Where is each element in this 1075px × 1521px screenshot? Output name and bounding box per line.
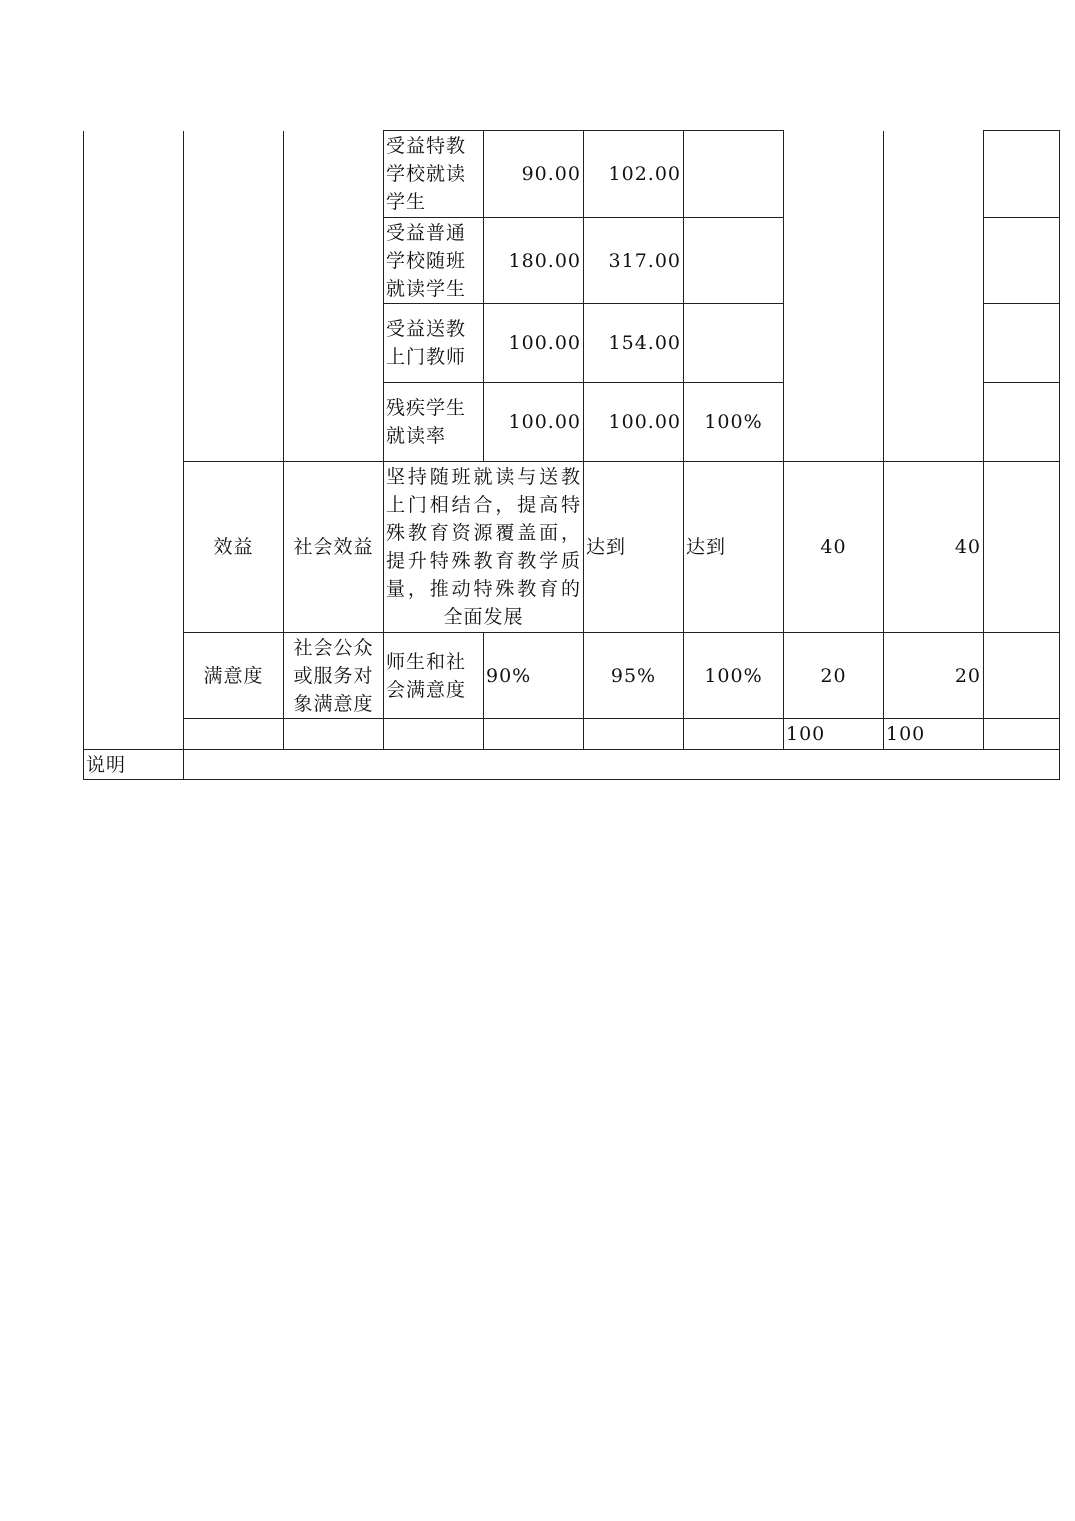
total-row: [84, 719, 1060, 750]
total-weight: 100: [784, 719, 884, 750]
indicator-cell: 坚持随班就读与送教上门相结合，提高特殊教育资源覆盖面，提升特殊教育教学质量，推动特殊教育的全面发展: [384, 462, 584, 633]
actual-value: 317.00: [584, 218, 684, 304]
indicator-cell: 残疾学生就读率: [384, 383, 484, 462]
indicator-cell: 受益送教上门教师: [384, 304, 484, 383]
rate-value: 100%: [684, 383, 784, 462]
table-cell: [784, 131, 884, 462]
table-cell: [984, 383, 1060, 462]
actual-value: 达到: [584, 462, 684, 633]
level2-cell: 社会效益: [284, 462, 384, 633]
target-value: 100.00: [484, 383, 584, 462]
table-cell: [884, 131, 984, 462]
table-cell: [184, 719, 284, 750]
table-cell: [984, 131, 1060, 218]
performance-table: [83, 130, 1060, 780]
rate-value: 达到: [684, 462, 784, 633]
target-value: 100.00: [484, 304, 584, 383]
table-cell: [384, 719, 484, 750]
table-cell: [984, 719, 1060, 750]
table-cell: [684, 719, 784, 750]
table-cell: [984, 633, 1060, 719]
level2-cell: 社会公众或服务对象满意度: [284, 633, 384, 719]
indicator-cell: 受益普通学校随班就读学生: [384, 218, 484, 304]
table-cell: [584, 719, 684, 750]
level1-cell: 效益: [184, 462, 284, 633]
weight-value: 40: [784, 462, 884, 633]
rate-value: [684, 218, 784, 304]
table-cell: [184, 131, 284, 462]
score-value: 40: [884, 462, 984, 633]
level1-cell: 满意度: [184, 633, 284, 719]
note-row: [84, 750, 1060, 780]
rate-value: 100%: [684, 633, 784, 719]
indicator-cell: 受益特教学校就读学生: [384, 131, 484, 218]
indicator-cell: 师生和社会满意度: [384, 633, 484, 719]
table-cell: [284, 131, 384, 462]
weight-value: 20: [784, 633, 884, 719]
table-cell: [984, 462, 1060, 633]
table-row: [84, 131, 1060, 218]
table-row: [84, 633, 1060, 719]
table-cell: [84, 131, 184, 750]
note-label: 说明: [84, 750, 184, 780]
score-value: 20: [884, 633, 984, 719]
target-value: 180.00: [484, 218, 584, 304]
actual-value: 154.00: [584, 304, 684, 383]
rate-value: [684, 304, 784, 383]
target-value: 90%: [484, 633, 584, 719]
actual-value: 102.00: [584, 131, 684, 218]
table-row: [84, 462, 1060, 633]
target-value: 90.00: [484, 131, 584, 218]
table-cell: [284, 719, 384, 750]
table-cell: [984, 218, 1060, 304]
table-cell: [484, 719, 584, 750]
rate-value: [684, 131, 784, 218]
total-score: 100: [884, 719, 984, 750]
actual-value: 95%: [584, 633, 684, 719]
actual-value: 100.00: [584, 383, 684, 462]
note-value: [184, 750, 1060, 780]
table-cell: [984, 304, 1060, 383]
